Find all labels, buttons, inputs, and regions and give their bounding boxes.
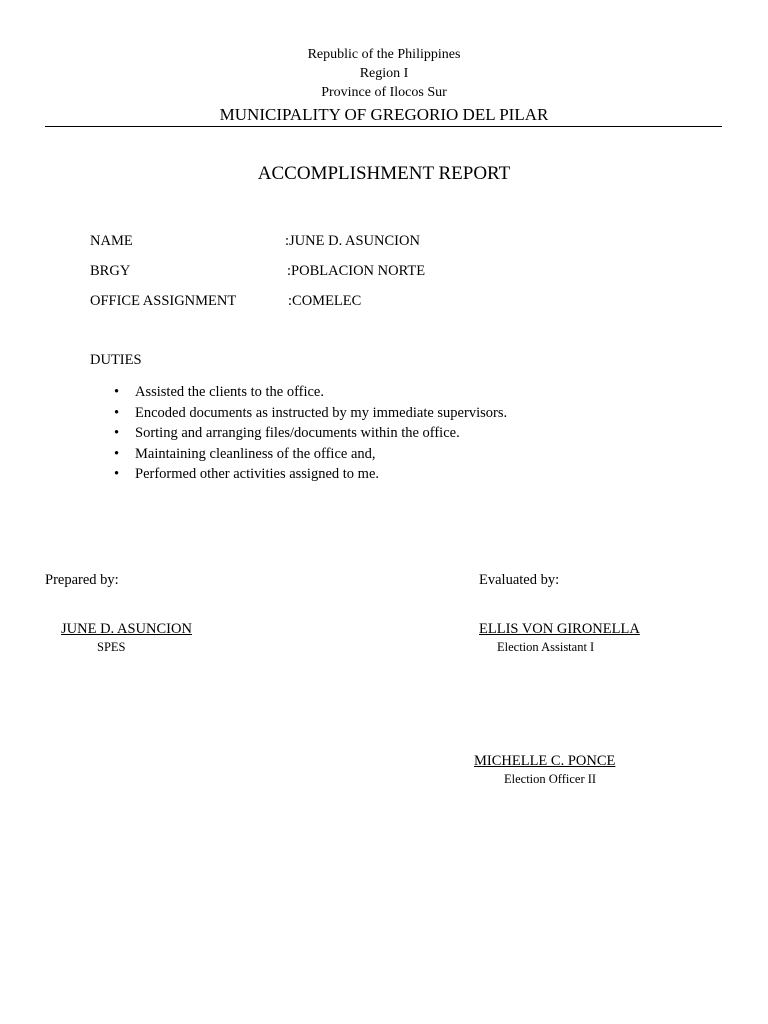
bullet-icon: • [114, 445, 120, 462]
bullet-icon: • [114, 384, 120, 400]
duties-list [90, 382, 507, 485]
preparer-title: SPES [97, 640, 126, 654]
field-office-value: :COMELEC [288, 293, 362, 309]
field-name-value: :JUNE D. ASUNCION [285, 233, 420, 249]
evaluated-by-label: Evaluated by: [479, 572, 560, 588]
officer-title: Election Officer II [504, 772, 597, 786]
list-item [90, 382, 507, 403]
field-brgy-value: :POBLACION NORTE [287, 263, 426, 279]
bullet-icon: • [114, 425, 120, 441]
duty-text: Encoded documents as instructed by my immediate supervisors. [135, 404, 508, 421]
bullet-icon: • [114, 404, 120, 421]
header-republic: Republic of the Philippines [307, 47, 461, 62]
header-province: Province of Ilocos Sur [321, 85, 447, 100]
duties-heading: DUTIES [90, 352, 142, 368]
prepared-by-label: Prepared by: [45, 572, 119, 588]
duty-text: Maintaining cleanliness of the office and, [135, 445, 376, 462]
header-municipality: MUNICIPALITY OF GREGORIO DEL PILAR [219, 105, 549, 124]
bullet-icon: • [114, 466, 120, 482]
list-item [90, 423, 507, 444]
list-item [90, 464, 507, 485]
preparer-name: JUNE D. ASUNCION [61, 621, 192, 637]
duty-text: Assisted the clients to the office. [135, 384, 324, 400]
evaluator-title: Election Assistant I [497, 640, 595, 654]
header-divider [45, 126, 722, 127]
list-item [90, 403, 507, 424]
report-title: ACCOMPLISHMENT REPORT [257, 163, 511, 184]
field-office-label: OFFICE ASSIGNMENT [90, 293, 237, 309]
officer-name: MICHELLE C. PONCE [474, 753, 616, 769]
duty-text: Performed other activities assigned to me. [135, 466, 380, 482]
field-brgy-label: BRGY [90, 263, 131, 279]
list-item [90, 444, 507, 465]
header-region: Region I [359, 66, 409, 81]
field-name-label: NAME [90, 233, 133, 249]
evaluator-name: ELLIS VON GIRONELLA [479, 621, 640, 637]
duty-text: Sorting and arranging files/documents within the office. [135, 425, 460, 441]
